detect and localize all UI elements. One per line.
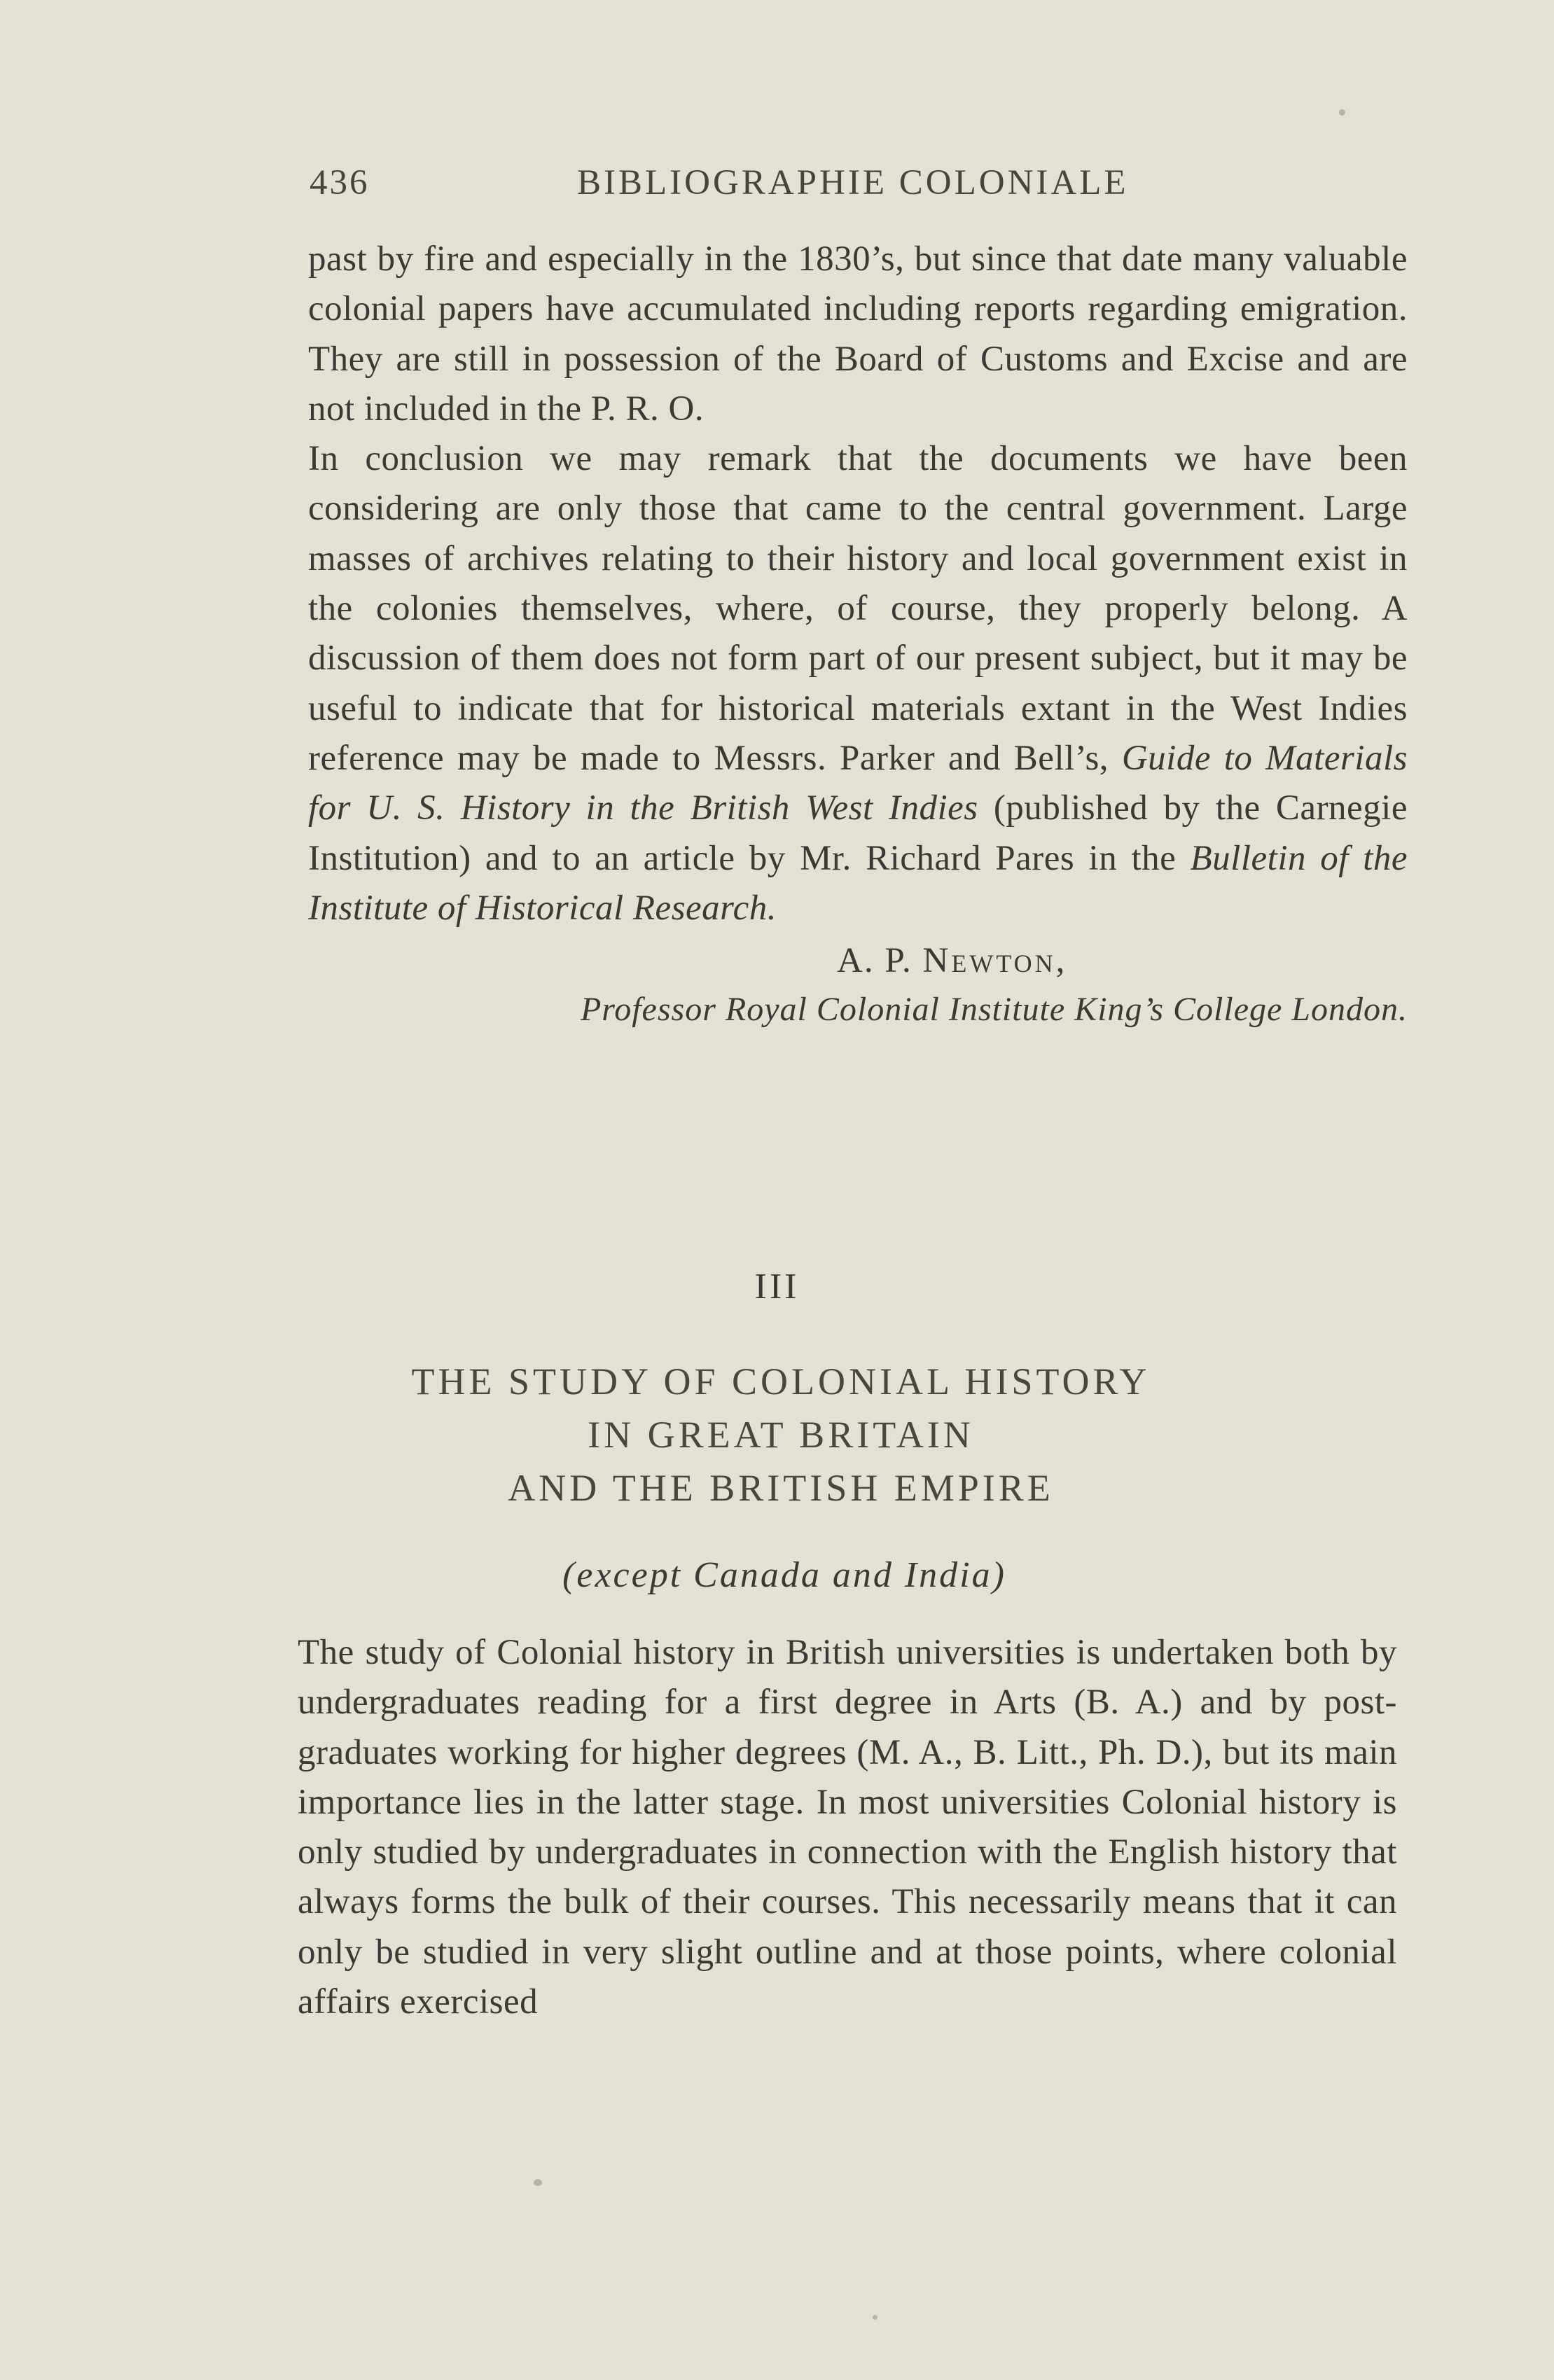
paragraph-conclusion-mid: (published by the Carnegie Institution) and to an article by Mr. Richard Pares in the xyxy=(308,788,1408,878)
section-heading xyxy=(0,1355,1554,1515)
section-number: III xyxy=(754,1267,800,1307)
signature-name xyxy=(308,936,1408,986)
heading-line-2: IN GREAT BRITAIN xyxy=(588,1414,974,1456)
paper-speck xyxy=(873,2315,877,2320)
paragraph-emigration-papers: past by fire and especially in the 1830’s, but since that date many valuable colonial papers have accumulated including reports regarding emigration. They are still in possession of the Board of Customs and Excise and are not included in the P. R. O. xyxy=(308,239,1408,429)
paper-speck xyxy=(1339,109,1345,116)
section-two-text xyxy=(298,1628,1397,2027)
signature-initials: A. P. xyxy=(837,941,913,981)
section-subheading: (except Canada and India) xyxy=(562,1555,1006,1595)
guide-title: Guide to Materials for U. S. History in the British West Indies xyxy=(308,738,1408,828)
signature-affiliation: Professor Royal Colonial Institute King’s College London. xyxy=(580,991,1408,1029)
signature-surname: Newton, xyxy=(922,941,1068,981)
heading-line-1: THE STUDY OF COLONIAL HISTORY xyxy=(411,1361,1151,1403)
paragraph-conclusion xyxy=(308,434,1408,933)
paragraph-colonial-study: The study of Colonial history in British universities is undertaken both by undergraduates reading for a first degree in Arts (B. A.) and by post-graduates working for higher degrees (M. A., B. Litt., Ph. D.), but its main importance lies in the latter stage. In most universities Colonial history is only studied by undergraduates in connection with the English history that always forms the bulk of their courses. This necessarily means that it can only be studied in very slight outline and at those points, where colonial affairs exercised xyxy=(298,1633,1397,2022)
bulletin-title: Bulletin of the Institute of Historical Research. xyxy=(308,838,1408,928)
page-number: 436 xyxy=(310,163,370,202)
running-title: BIBLIOGRAPHIE COLONIALE xyxy=(577,163,1129,202)
section-one-text xyxy=(308,235,1408,1034)
paper-speck xyxy=(534,2179,542,2186)
paragraph-conclusion-text: In conclusion we may remark that the documents we have been considering are only those that came to the central government. Large masses of archives relating to their history and local government exist in the colonies themselves, where, of course, they properly belong. A discussion of them does not form part of our present subject, but it may be useful to indicate that for historical materials extant in the West Indies reference may be made to Messrs. Parker and Bell’s, xyxy=(308,439,1408,778)
heading-line-3: AND THE BRITISH EMPIRE xyxy=(508,1467,1054,1509)
